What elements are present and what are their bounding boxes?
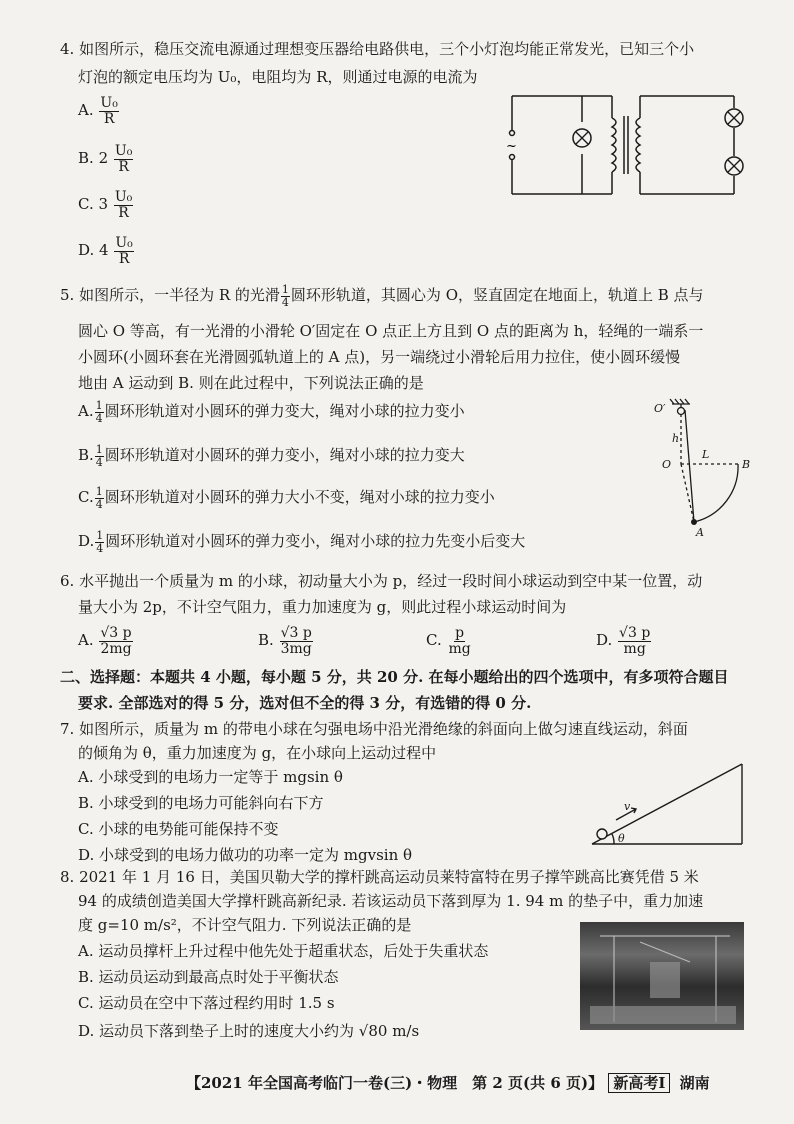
- q7-stem-line2: 的倾角为 θ，重力加速度为 g，在小球向上运动过程中: [78, 744, 437, 762]
- o-label: O: [662, 458, 672, 471]
- q8-option-c[interactable]: C. 运动员在空中下落过程约用时 1.5 s: [78, 994, 335, 1012]
- pulley-label: O′: [654, 402, 666, 415]
- section2-line2: 要求. 全部选对的得 5 分，选对但不全的得 3 分，有选错的得 0 分.: [78, 694, 532, 712]
- h-label: h: [672, 432, 680, 445]
- q5-stem-line2: 圆心 O 等高，有一光滑的小滑轮 O′固定在 O 点正上方且到 O 点的距离为 h，轻绳的一端系一: [78, 322, 704, 340]
- q6-option-d[interactable]: D. $\frac{√3 p}{mg}$: [596, 625, 651, 657]
- q4-stem-line2: 灯泡的额定电压均为 U₀，电阻均为 R，则通过电源的电流为: [78, 68, 478, 86]
- q5-ring-track-diagram: [654, 398, 766, 540]
- q7-option-a[interactable]: A. 小球受到的电场力一定等于 mgsin θ: [78, 768, 343, 786]
- pole-vault-photo: [580, 922, 744, 1030]
- q5-option-b[interactable]: B. $\frac{1}{4}$ 圆环形轨道对小圆环的弹力变小，绳对小球的拉力变大: [78, 443, 465, 469]
- a-label: A: [696, 526, 704, 539]
- l-label: L: [702, 448, 710, 461]
- q6-option-c[interactable]: C. $\frac{p}{mg}$: [426, 625, 471, 657]
- footer-main: 【2021 年全国高考临门一卷(三)・物理 第 2 页(共 6 页)】: [186, 1074, 604, 1092]
- q6-option-a[interactable]: A. $\frac{√3 p}{2mg}$: [78, 625, 132, 657]
- q8-stem-line1: 8. 2021 年 1 月 16 日，美国贝勒大学的撑杆跳高运动员莱特富特在男子撑竿跳高比赛凭借 5 米: [60, 868, 699, 886]
- q4-circuit-diagram: [500, 90, 750, 200]
- q5-stem-line1: 5. 如图所示，一半径为 R 的光滑 $\frac{1}{4}$ 圆环形轨道，其圆心为 O，竖直固定在地面上，轨道上 B 点与: [60, 283, 704, 309]
- section2-line1: 二、选择题：本题共 4 小题，每小题 5 分，共 20 分. 在每小题给出的四个选项中，有多项符合题目: [60, 668, 729, 686]
- footer-tag: 新高考Ⅰ: [608, 1073, 670, 1093]
- q8-option-d[interactable]: D. 运动员下落到垫子上时的速度大小约为 √80 m/s: [78, 1022, 420, 1040]
- b-label: B: [742, 458, 751, 471]
- q4-option-d[interactable]: D. 4 $\frac{\text{U₀}}{R}$: [78, 235, 133, 267]
- q7-incline-diagram: [588, 760, 748, 850]
- q8-option-b[interactable]: B. 运动员运动到最高点时处于平衡状态: [78, 968, 339, 986]
- q8-option-a[interactable]: A. 运动员撑杆上升过程中他先处于超重状态，后处于失重状态: [78, 942, 489, 960]
- q5-stem-line4: 地由 A 运动到 B. 则在此过程中，下列说法正确的是: [78, 374, 424, 392]
- q5-option-a[interactable]: A. $\frac{1}{4}$ 圆环形轨道对小圆环的弹力变大，绳对小球的拉力变小: [78, 399, 465, 425]
- q7-option-b[interactable]: B. 小球受到的电场力可能斜向右下方: [78, 794, 324, 812]
- q6-stem-line2: 量大小为 2p，不计空气阻力，重力加速度为 g，则此过程小球运动时间为: [78, 598, 567, 616]
- q7-option-d[interactable]: D. 小球受到的电场力做功的功率一定为 mgvsin θ: [78, 846, 413, 864]
- q8-stem-line2: 94 的成绩创造美国大学撑杆跳高新纪录. 若该运动员下落到厚为 1. 94 m 的垫子中，重力加速: [78, 892, 704, 910]
- q4-option-b[interactable]: B. 2 $\frac{\text{U₀}}{R}$: [78, 143, 133, 175]
- q6-stem-line1: 6. 水平抛出一个质量为 m 的小球，初动量大小为 p，经过一段时间小球运动到空中某一位置，动: [60, 572, 703, 590]
- q7-stem-line1: 7. 如图所示，质量为 m 的带电小球在匀强电场中沿光滑绝缘的斜面向上做匀速直线运动，斜面: [60, 720, 688, 738]
- v-label: v: [624, 800, 631, 813]
- q6-option-b[interactable]: B. $\frac{√3 p}{3mg}$: [258, 625, 312, 657]
- q8-stem-line3: 度 g=10 m/s²，不计空气阻力. 下列说法正确的是: [78, 916, 412, 934]
- q5-stem-line3: 小圆环(小圆环套在光滑圆弧轨道上的 A 点)，另一端绕过小滑轮后用力拉住，使小圆环缓慢: [78, 348, 681, 366]
- q4-option-c[interactable]: C. 3 $\frac{\text{U₀}}{R}$: [78, 189, 133, 221]
- q4-option-a[interactable]: A. $\frac{\text{U₀}}{R}$: [78, 95, 118, 127]
- ac-source-symbol: ~: [506, 139, 517, 154]
- q5-option-d[interactable]: D. $\frac{1}{4}$ 圆环形轨道对小圆环的弹力变小，绳对小球的拉力先变小后变大: [78, 529, 526, 555]
- q4-stem-line1: 4. 如图所示，稳压交流电源通过理想变压器给电路供电，三个小灯泡均能正常发光，已知三个小: [60, 40, 695, 58]
- q7-option-c[interactable]: C. 小球的电势能可能保持不变: [78, 820, 279, 838]
- page-footer: [186, 1072, 710, 1093]
- theta-label: θ: [618, 832, 625, 845]
- footer-region: 湖南: [679, 1074, 710, 1092]
- q5-option-c[interactable]: C. $\frac{1}{4}$ 圆环形轨道对小圆环的弹力大小不变，绳对小球的拉力变小: [78, 485, 495, 511]
